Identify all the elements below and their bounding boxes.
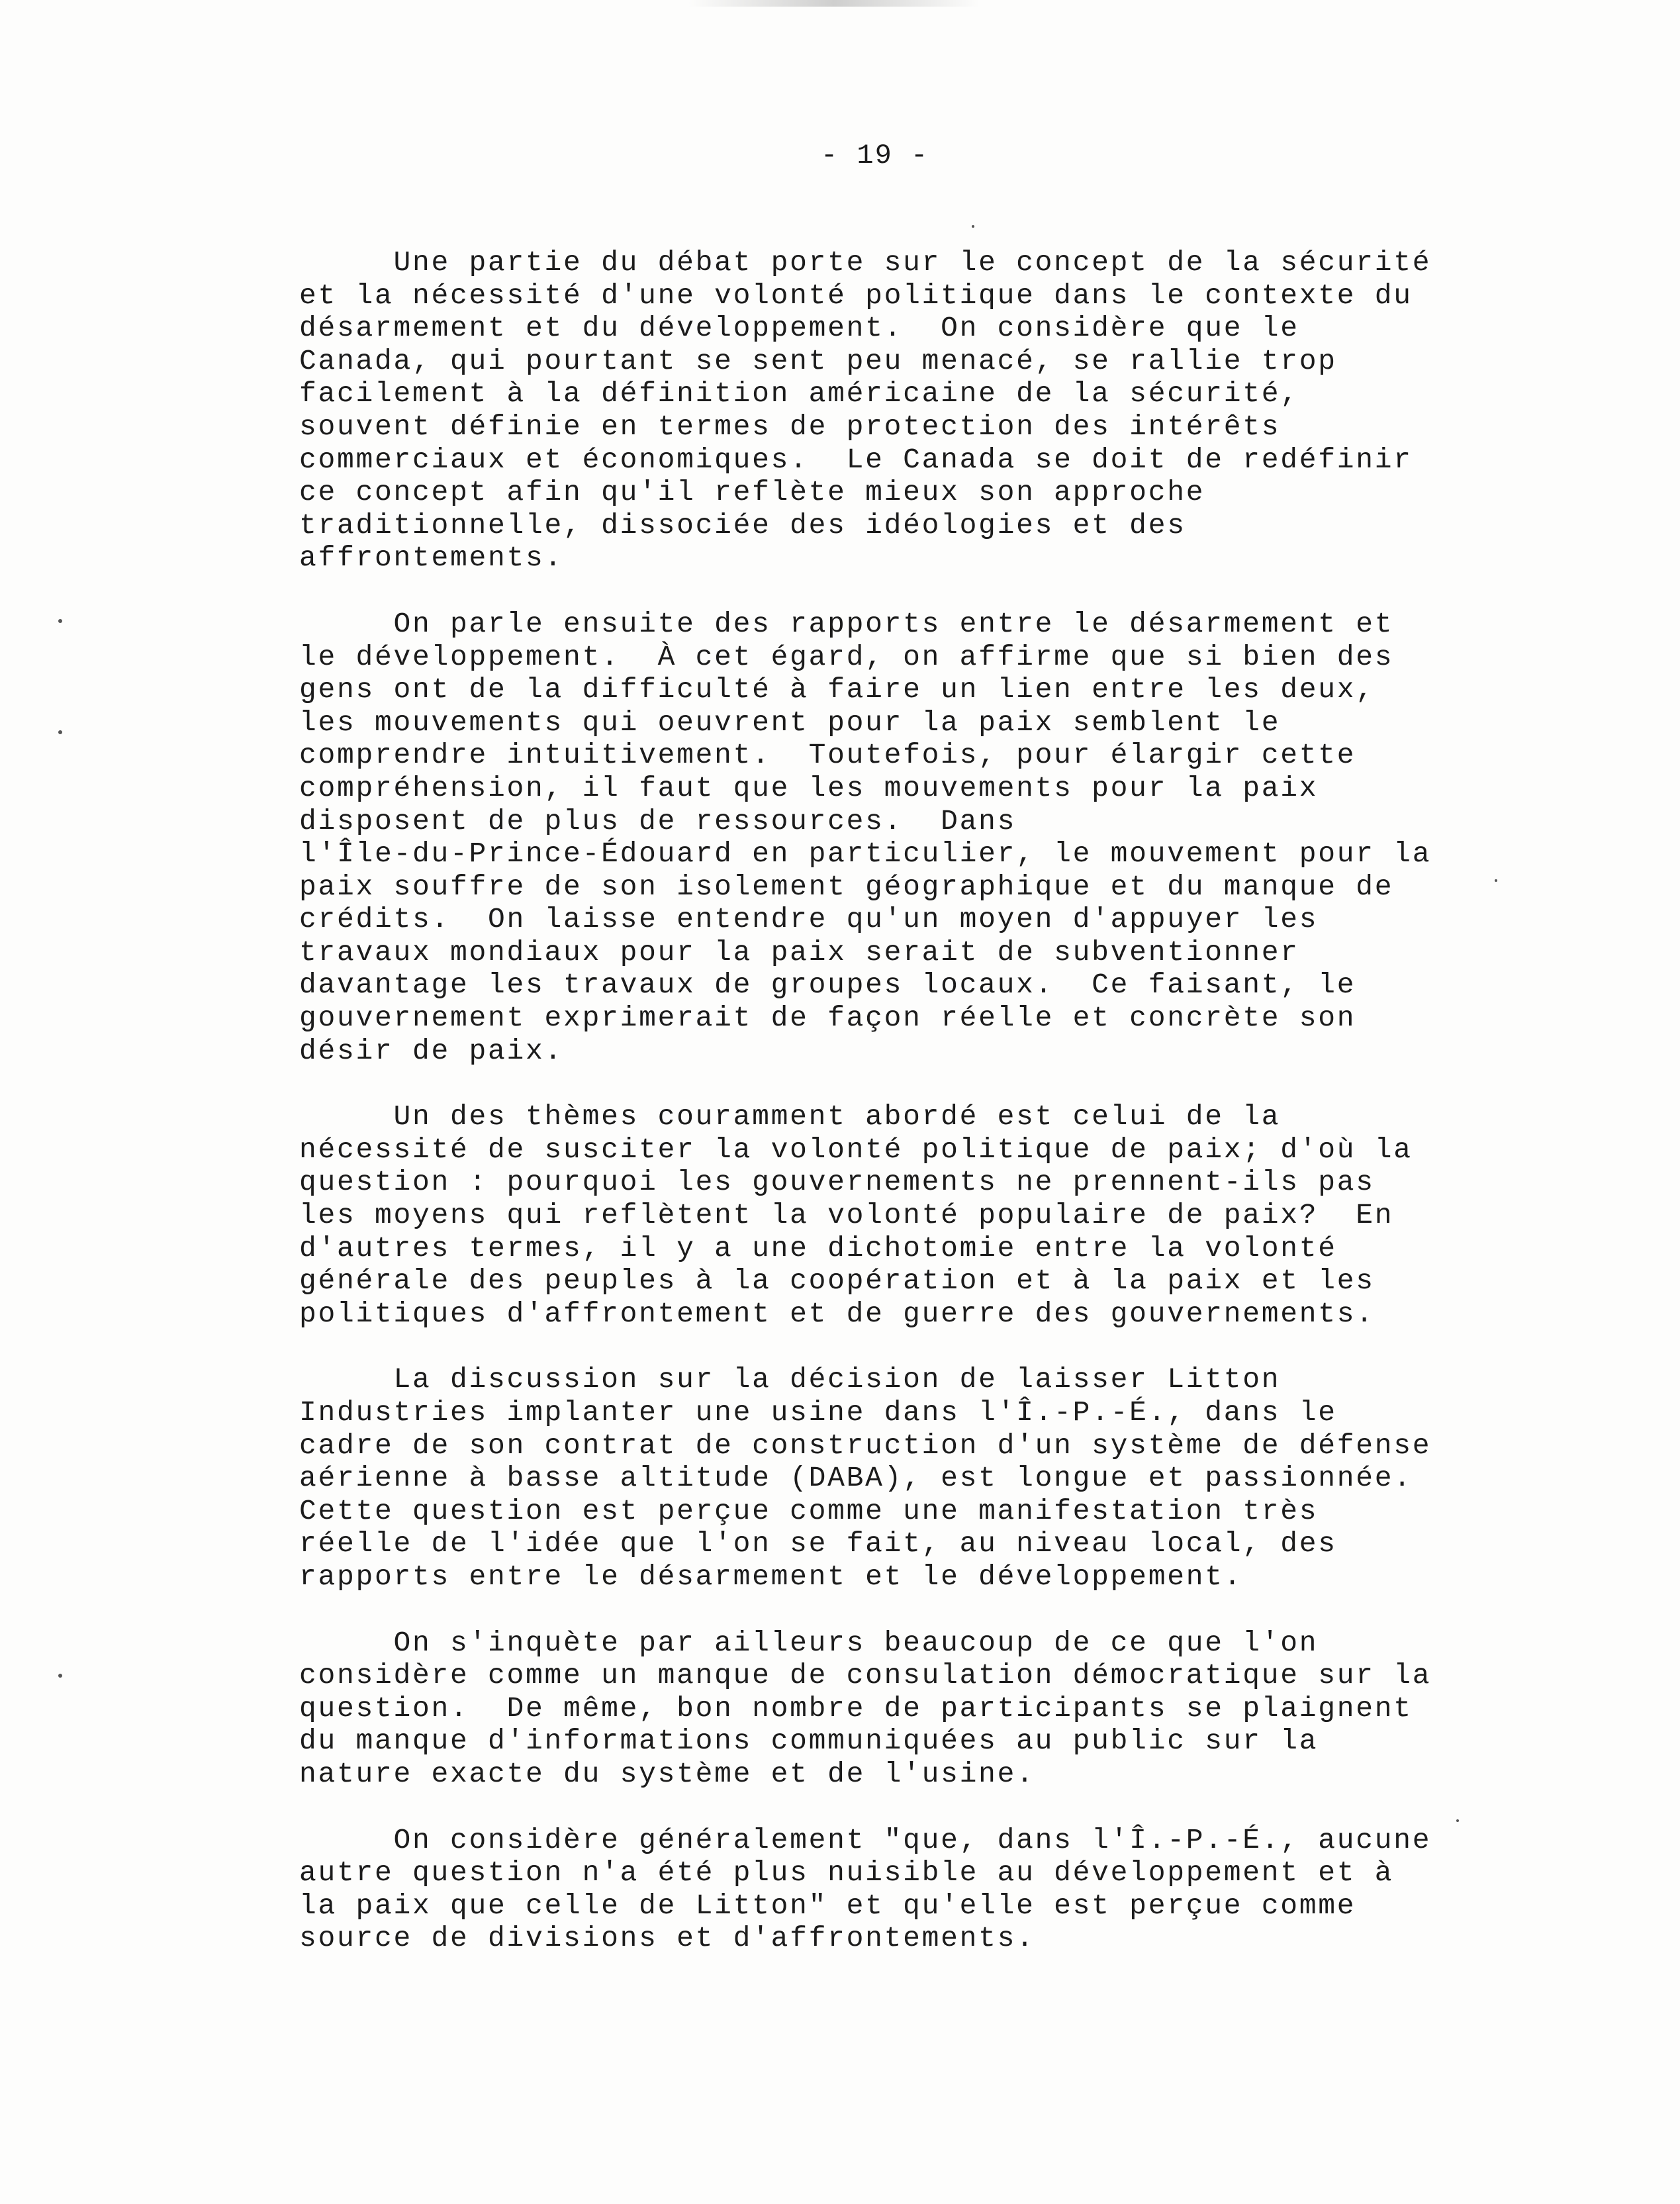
text-line: réelle de l'idée que l'on se fait, au niveau local, des — [299, 1527, 1337, 1560]
paragraph-6 — [299, 1824, 1491, 1955]
text-line: générale des peuples à la coopération et à la paix et les — [299, 1265, 1375, 1298]
scan-speck — [58, 1674, 62, 1678]
scan-speck — [1456, 1819, 1459, 1822]
text-line: le développement. À cet égard, on affirme que si bien des — [299, 640, 1394, 673]
text-line: travaux mondiaux pour la paix serait de subventionner — [299, 935, 1299, 969]
text-line: politiques d'affrontement et de guerre des gouvernements. — [299, 1297, 1375, 1330]
scan-speck — [58, 619, 62, 623]
text-line: considère comme un manque de consulation démocratique sur la — [299, 1659, 1432, 1692]
page-number: - 19 - — [821, 140, 929, 171]
text-line: source de divisions et d'affrontements. — [299, 1922, 1035, 1955]
text-line: nature exacte du système et de l'usine. — [299, 1757, 1035, 1790]
body-text — [299, 246, 1491, 1988]
text-line: désarmement et du développement. On considère que le — [299, 312, 1299, 345]
text-line: La discussion sur la décision de laisser Litton — [299, 1363, 1281, 1396]
text-line: crédits. On laisse entendre qu'un moyen d'appuyer les — [299, 903, 1319, 936]
text-line: aérienne à basse altitude (DABA), est longue et passionnée. — [299, 1462, 1413, 1495]
text-line: traditionnelle, dissociée des idéologies et des — [299, 508, 1186, 542]
text-line: rapports entre le désarmement et le développement. — [299, 1560, 1243, 1593]
text-line: Canada, qui pourtant se sent peu menacé, se rallie trop — [299, 344, 1337, 377]
text-line: la paix que celle de Litton" et qu'elle est perçue comme — [299, 1889, 1356, 1922]
text-line: les mouvements qui oeuvrent pour la paix semblent le — [299, 706, 1281, 739]
text-line: ce concept afin qu'il reflète mieux son approche — [299, 476, 1205, 509]
text-line: désir de paix. — [299, 1034, 564, 1067]
paragraph-2 — [299, 608, 1491, 1067]
text-line: Une partie du débat porte sur le concept de la sécurité — [299, 246, 1432, 279]
text-line: disposent de plus de ressources. Dans — [299, 804, 1017, 838]
scan-artifact — [688, 0, 980, 7]
text-line: facilement à la définition américaine de la sécurité, — [299, 377, 1299, 410]
text-line: nécessité de susciter la volonté politique de paix; d'où la — [299, 1133, 1413, 1166]
text-line: Un des thèmes couramment abordé est celui de la — [299, 1100, 1281, 1133]
text-line: commerciaux et économiques. Le Canada se doit de redéfinir — [299, 443, 1413, 476]
text-line: souvent définie en termes de protection des intérêts — [299, 410, 1281, 443]
text-line: Industries implanter une usine dans l'Î.-P.-É., dans le — [299, 1396, 1337, 1429]
text-line: compréhension, il faut que les mouvements pour la paix — [299, 771, 1319, 804]
text-line: affrontements. — [299, 542, 564, 575]
text-line: du manque d'informations communiquées au public sur la — [299, 1725, 1319, 1758]
text-line: On considère généralement "que, dans l'Î.-P.-É., aucune — [299, 1823, 1432, 1856]
text-line: davantage les travaux de groupes locaux. Ce faisant, le — [299, 969, 1356, 1002]
text-line: cadre de son contrat de construction d'un système de défense — [299, 1429, 1432, 1462]
text-line: autre question n'a été plus nuisible au développement et à — [299, 1856, 1394, 1890]
text-line: gouvernement exprimerait de façon réelle et concrète son — [299, 1002, 1356, 1035]
text-line: comprendre intuitivement. Toutefois, pour élargir cette — [299, 739, 1356, 772]
text-line: gens ont de la difficulté à faire un lien entre les deux, — [299, 673, 1375, 706]
paragraph-4 — [299, 1363, 1491, 1593]
text-line: On s'inquète par ailleurs beaucoup de ce que l'on — [299, 1626, 1319, 1659]
text-line: On parle ensuite des rapports entre le désarmement et — [299, 607, 1394, 640]
text-line: paix souffre de son isolement géographique et du manque de — [299, 870, 1394, 903]
scan-speck — [58, 730, 62, 734]
text-line: l'Île-du-Prince-Édouard en particulier, le mouvement pour la — [299, 838, 1432, 871]
text-line: d'autres termes, il y a une dichotomie entre la volonté — [299, 1231, 1337, 1265]
text-line: les moyens qui reflètent la volonté populaire de paix? En — [299, 1199, 1394, 1232]
scan-speck — [972, 225, 974, 228]
text-line: et la nécessité d'une volonté politique dans le contexte du — [299, 279, 1413, 312]
scan-speck — [1495, 879, 1497, 882]
text-line: Cette question est perçue comme une manifestation très — [299, 1494, 1319, 1527]
paragraph-5 — [299, 1627, 1491, 1791]
paragraph-3 — [299, 1100, 1491, 1330]
text-line: question : pourquoi les gouvernements ne prennent-ils pas — [299, 1166, 1375, 1199]
text-line: question. De même, bon nombre de participants se plaignent — [299, 1692, 1413, 1725]
paragraph-1 — [299, 246, 1491, 575]
